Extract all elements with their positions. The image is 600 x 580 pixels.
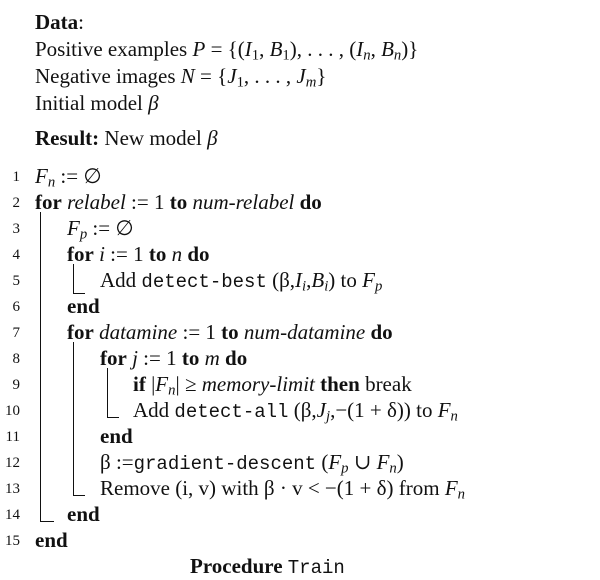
algo-line-15: end (35, 528, 68, 552)
negative-images (35, 64, 327, 91)
positive-examples (35, 37, 419, 64)
gradient-descent-fn: gradient-descent (133, 453, 317, 475)
data-heading: Data: (35, 10, 85, 34)
data-label: Data (35, 10, 79, 34)
line-number: 6 (12, 299, 20, 315)
algo-line-11: end (100, 424, 133, 448)
algo-line-6: end (67, 294, 100, 318)
algo-line-13: Remove (i, v) with β · v < −(1 + δ) from $F_n$ (100, 476, 465, 503)
line-number: 12 (5, 455, 20, 471)
algo-line-10: Add detect-all $(\beta,J_j,-(1 + \delta))$ to $F_n$ (133, 398, 458, 425)
result-heading: Result: New model β (35, 126, 218, 150)
result-label: Result (35, 126, 93, 150)
line-number: 14 (5, 507, 20, 523)
block-rule-datamine (73, 342, 74, 496)
line-number: 9 (12, 377, 20, 393)
block-rule-outer (40, 212, 41, 522)
algo-line-9: if $|F_n|$ ≥ memory-limit then break (133, 372, 412, 399)
initial-model (35, 93, 159, 114)
line-number: 1 (12, 169, 20, 185)
block-rule-for-i (73, 264, 74, 294)
algo-line-1: $F_n$ := ∅ (35, 164, 102, 191)
line-number: 7 (12, 325, 20, 341)
line-number: 4 (12, 247, 20, 263)
caption-name: Train (287, 557, 345, 579)
procedure-caption (190, 556, 345, 578)
line-number: 3 (12, 221, 20, 237)
algo-line-5: Add detect-best $(\beta,I_i,B_i)$ to $F_p$ (100, 268, 383, 295)
line-number: 2 (12, 195, 20, 211)
algo-line-4: for i := 1 to n do (67, 242, 210, 266)
block-rule-for-j (107, 368, 108, 418)
algo-line-8: for j := 1 to m do (100, 346, 248, 370)
algo-line-3: $F_p$ := ∅ (67, 216, 134, 243)
initial-model-text: Initial model β (35, 91, 159, 115)
caption-label: Procedure (190, 554, 283, 578)
line-number: 10 (5, 403, 20, 419)
block-rule-for-j-foot (107, 417, 119, 418)
result-text: New model β (104, 126, 218, 150)
detect-all-fn: detect-all (174, 401, 289, 423)
line-number: 11 (5, 429, 20, 445)
line-number: 15 (5, 533, 20, 549)
algo-line-2: for relabel := 1 to num-relabel do (35, 190, 322, 214)
algo-line-14: end (67, 502, 100, 526)
positive-examples-text: Positive examples $P = \{(I_1$, $B_1$), . . . , ($I_n$, $B_n$)} (35, 37, 419, 64)
algo-line-12: β :=gradient-descent ($F_p$ ∪ $F_n$) (100, 450, 404, 477)
line-number: 5 (12, 273, 20, 289)
line-number: 8 (12, 351, 20, 367)
negative-images-text: Negative images $N = \{J_1$, . . . , $J_m$} (35, 64, 327, 91)
algo-line-7: for datamine := 1 to num-datamine do (67, 320, 393, 344)
block-rule-datamine-foot (73, 495, 85, 496)
detect-best-fn: detect-best (141, 271, 267, 293)
block-rule-outer-foot (40, 521, 54, 522)
line-number: 13 (5, 481, 20, 497)
